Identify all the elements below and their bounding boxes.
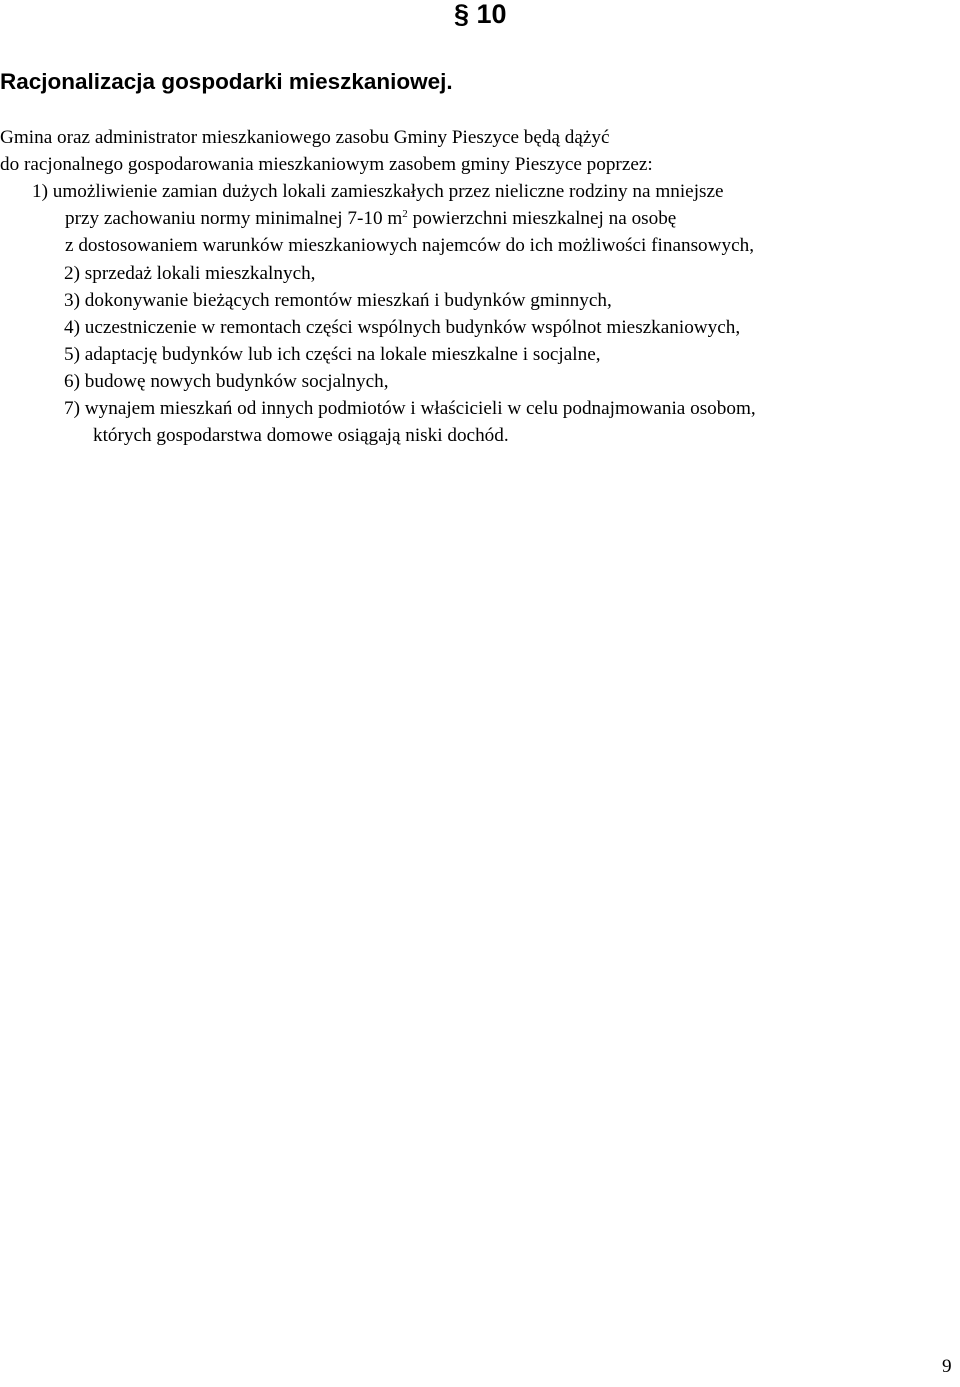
list-item-1-line-2-rest: powierzchni mieszkalnej na osobę — [407, 208, 677, 229]
list-item-2: 2) sprzedaż lokali mieszkalnych, — [64, 263, 316, 284]
list-item-5: 5) adaptację budynków lub ich części na lokale mieszkalne i socjalne, — [64, 344, 601, 365]
list-item-7-continuation: których gospodarstwa domowe osiągają niski dochód. — [93, 425, 509, 446]
list-item-6: 6) budowę nowych budynków socjalnych, — [64, 371, 389, 392]
page-number: 9 — [942, 1356, 952, 1377]
intro-line-2: do racjonalnego gospodarowania mieszkaniowym zasobem gminy Pieszyce poprzez: — [0, 154, 653, 175]
list-item-1-line-2-text: przy zachowaniu normy minimalnej 7-10 m — [65, 208, 403, 229]
list-item-1-line-2 — [65, 206, 676, 232]
section-number: § 10 — [454, 0, 507, 29]
list-item-7: 7) wynajem mieszkań od innych podmiotów i właścicieli w celu podnajmowania osobom, — [64, 398, 756, 419]
intro-line-1: Gmina oraz administrator mieszkaniowego zasobu Gminy Pieszyce będą dążyć — [0, 127, 610, 148]
document-heading: Racjonalizacja gospodarki mieszkaniowej. — [0, 69, 453, 94]
superscript-2: 2 — [402, 208, 408, 220]
list-item-1-line-1: 1) umożliwienie zamian dużych lokali zamieszkałych przez nieliczne rodziny na mniejsze — [32, 181, 724, 202]
list-item-4: 4) uczestniczenie w remontach części wspólnych budynków wspólnot mieszkaniowych, — [64, 317, 741, 338]
list-item-3: 3) dokonywanie bieżących remontów mieszkań i budynków gminnych, — [64, 290, 612, 311]
list-item-1-line-3: z dostosowaniem warunków mieszkaniowych najemców do ich możliwości finansowych, — [65, 235, 754, 256]
